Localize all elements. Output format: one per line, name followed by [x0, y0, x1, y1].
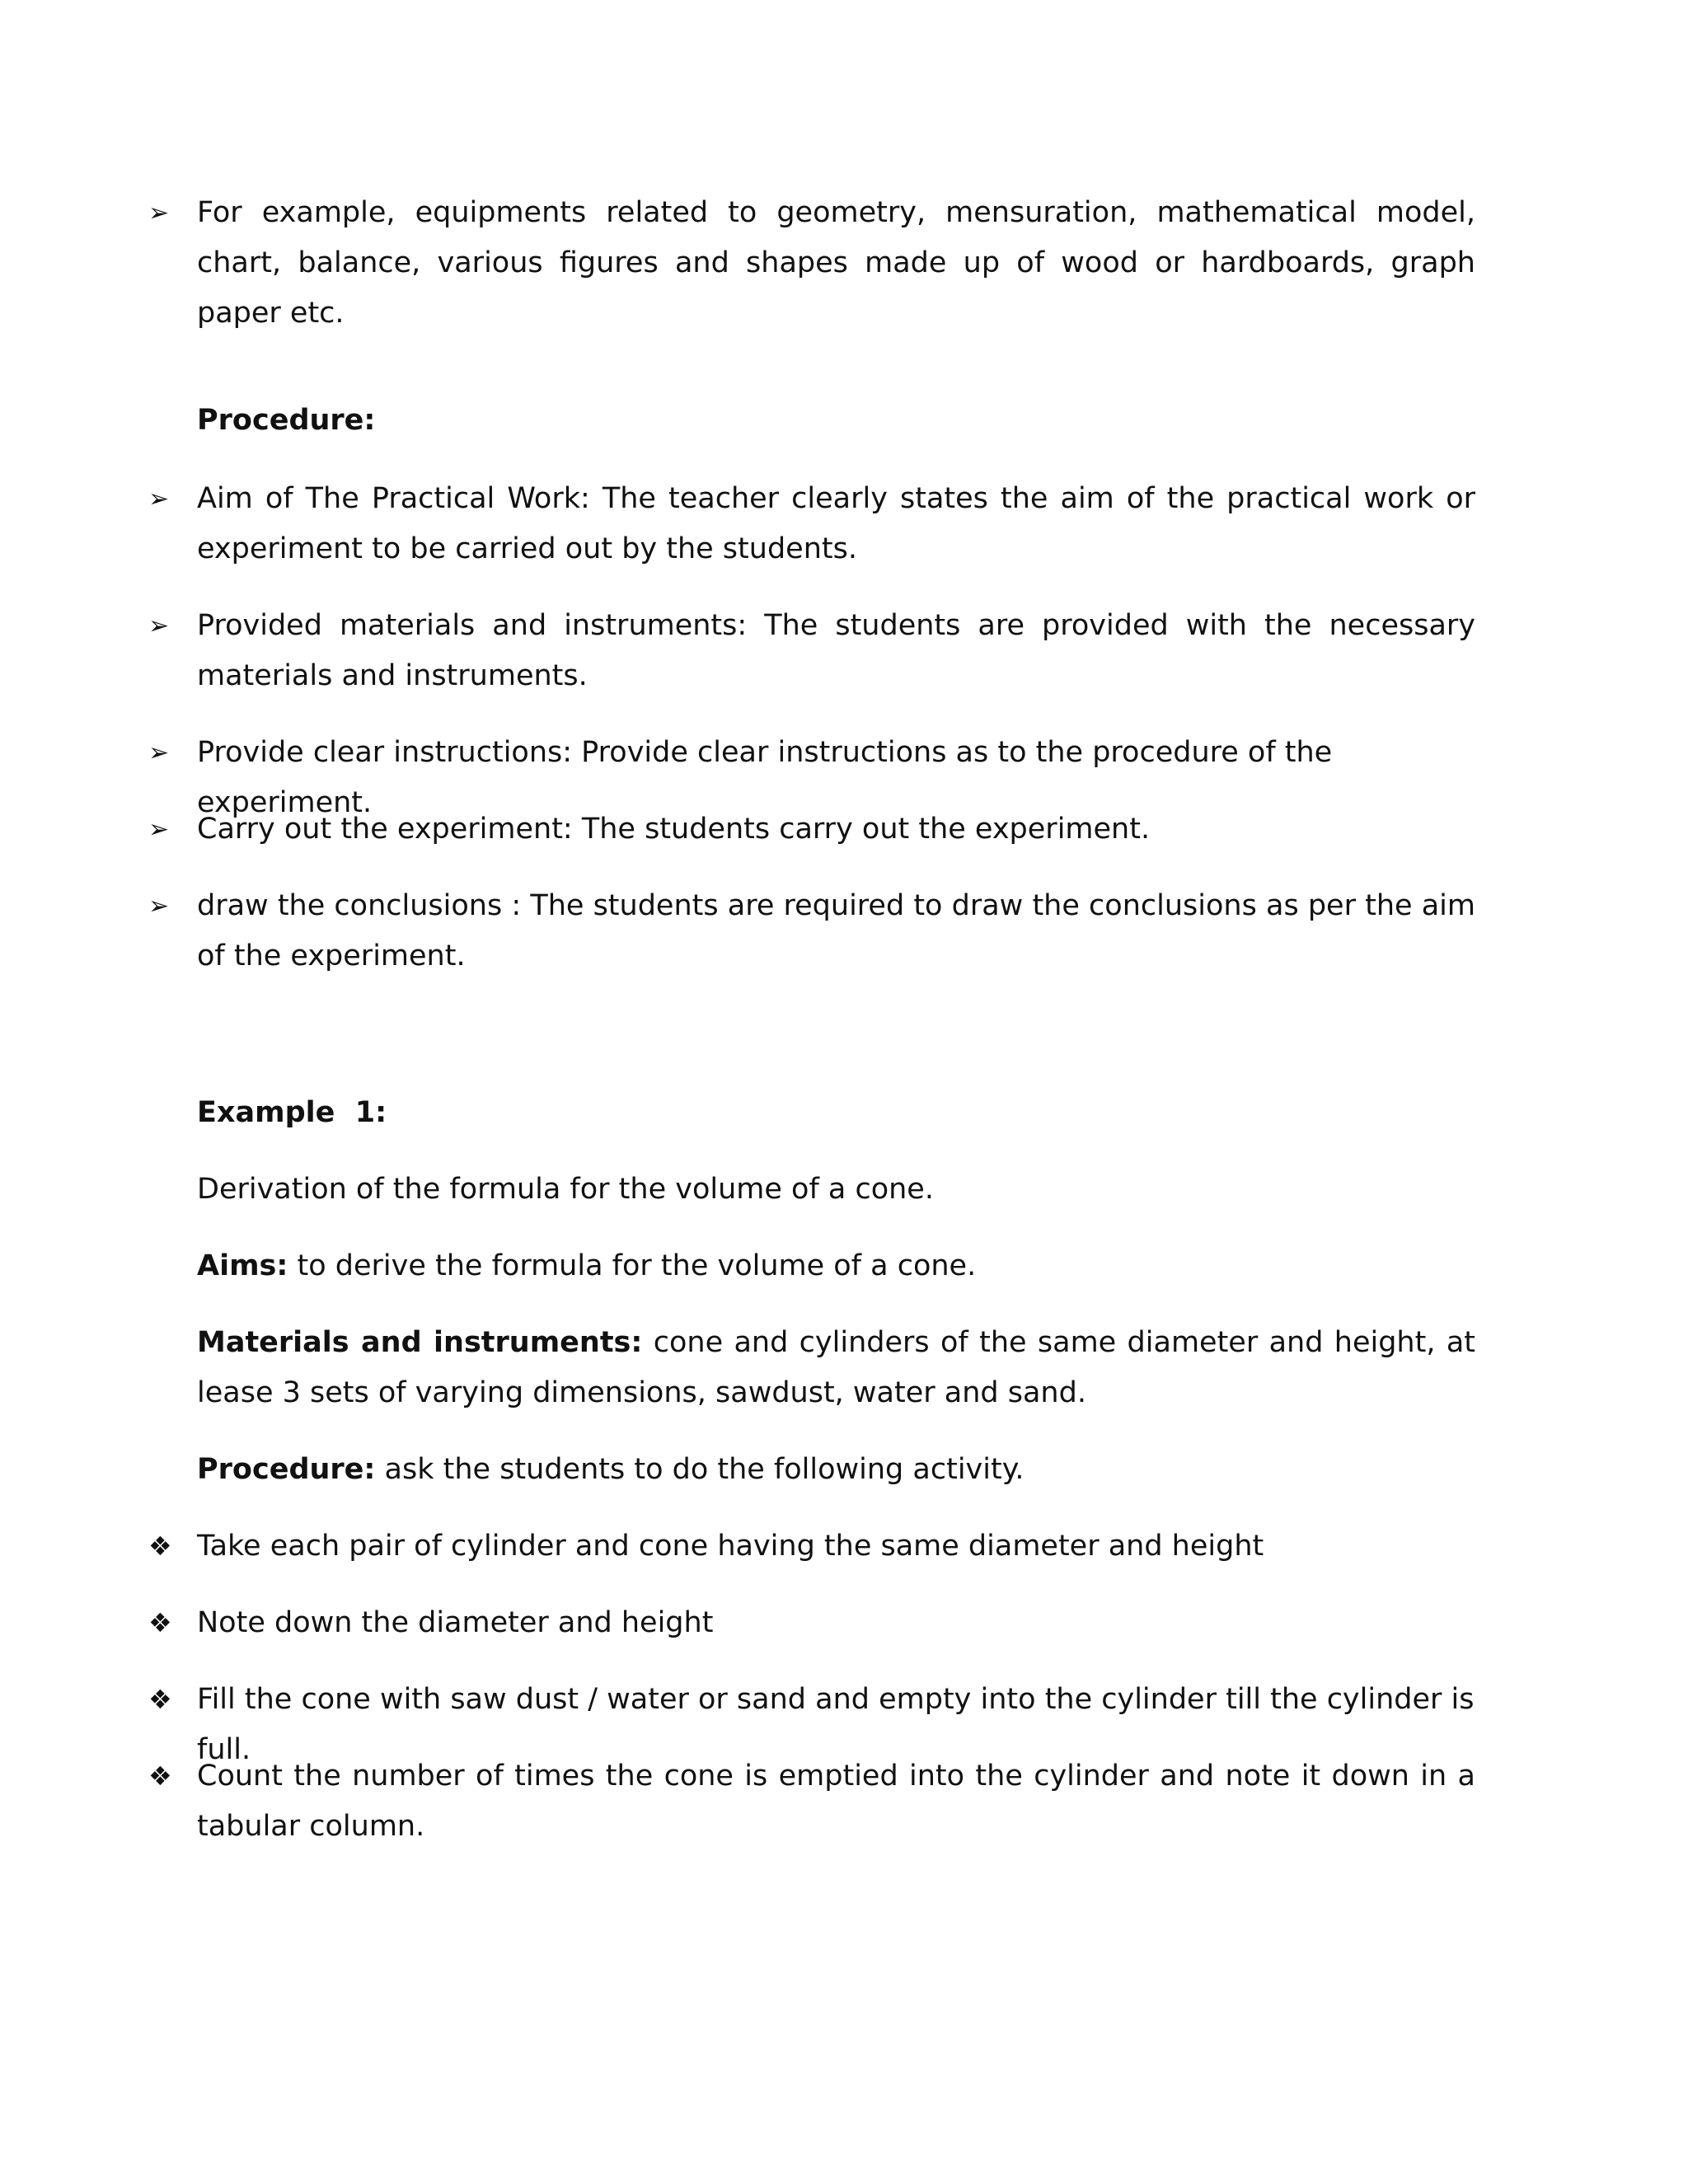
list-item [148, 188, 1475, 339]
materials-label: Materials and instruments: [197, 1326, 643, 1359]
step-text: Provide clear instructions: Provide clear instructions as to the procedure of the experiment. [197, 736, 1333, 819]
step-text: Carry out the experiment: The students carry out the experiment. [197, 813, 1151, 846]
example-aims [197, 1241, 1475, 1291]
arrow-bullet-icon: ➢ [148, 738, 170, 767]
example-description: Derivation of the formula for the volume of a cone. [197, 1173, 934, 1206]
procedure-step-1 [148, 474, 1475, 574]
list-item [148, 881, 1475, 982]
activity-text: Count the number of times the cone is emptied into the cylinder and note it down in a tabular column. [197, 1760, 1475, 1843]
step-text: Aim of The Practical Work: The teacher clearly states the aim of the practical work or experiment to be carried out by the students. [197, 482, 1475, 565]
example-procedure [197, 1445, 1475, 1495]
activity-text: Note down the diameter and height [197, 1606, 714, 1639]
arrow-bullet-icon: ➢ [148, 199, 170, 227]
aims-text: to derive the formula for the volume of a cone. [288, 1249, 977, 1282]
diamond-bullet-icon: ❖ [148, 1530, 172, 1562]
arrow-bullet-icon: ➢ [148, 892, 170, 921]
arrow-bullet-icon: ➢ [148, 612, 170, 640]
list-item [148, 1598, 1475, 1648]
activity-text: Fill the cone with saw dust / water or sand and empty into the cylinder till the cylinder is full. [197, 1683, 1475, 1766]
activity-2 [148, 1598, 1475, 1648]
procedure-step-4 [148, 804, 1475, 855]
materials-text: cone and cylinders of the same diameter and height, at lease 3 sets of varying dimensions, sawdust, water and sand. [197, 1326, 1475, 1409]
intro-bullet [148, 188, 1475, 339]
intro-text: For example, equipments related to geometry, mensuration, mathematical model, chart, balance, various figures and shapes made up of wood or hardboards, graph paper etc. [197, 196, 1475, 330]
list-item [148, 474, 1475, 574]
procedure-step-2 [148, 601, 1475, 701]
procedure-heading: Procedure: [197, 404, 376, 437]
activity-text: Take each pair of cylinder and cone having the same diameter and height [197, 1530, 1264, 1563]
list-item [148, 601, 1475, 701]
arrow-bullet-icon: ➢ [148, 815, 170, 844]
example-materials [197, 1318, 1475, 1418]
arrow-bullet-icon: ➢ [148, 485, 170, 513]
diamond-bullet-icon: ❖ [148, 1760, 172, 1792]
step-text: Provided materials and instruments: The students are provided with the necessary materials and instruments. [197, 609, 1475, 692]
diamond-bullet-icon: ❖ [148, 1607, 172, 1638]
activity-1 [148, 1521, 1475, 1572]
aims-label: Aims: [197, 1249, 288, 1282]
example-heading: Example 1: [197, 1096, 387, 1129]
list-item [148, 1521, 1475, 1572]
diamond-bullet-icon: ❖ [148, 1684, 172, 1715]
example-procedure-label: Procedure: [197, 1453, 376, 1486]
procedure-step-5 [148, 881, 1475, 982]
list-item [148, 804, 1475, 855]
step-text: draw the conclusions : The students are required to draw the conclusions as per the aim of the experiment. [197, 889, 1475, 972]
activity-4 [148, 1751, 1475, 1852]
list-item [148, 1751, 1475, 1852]
example-procedure-text: ask the students to do the following activity. [375, 1453, 1025, 1486]
